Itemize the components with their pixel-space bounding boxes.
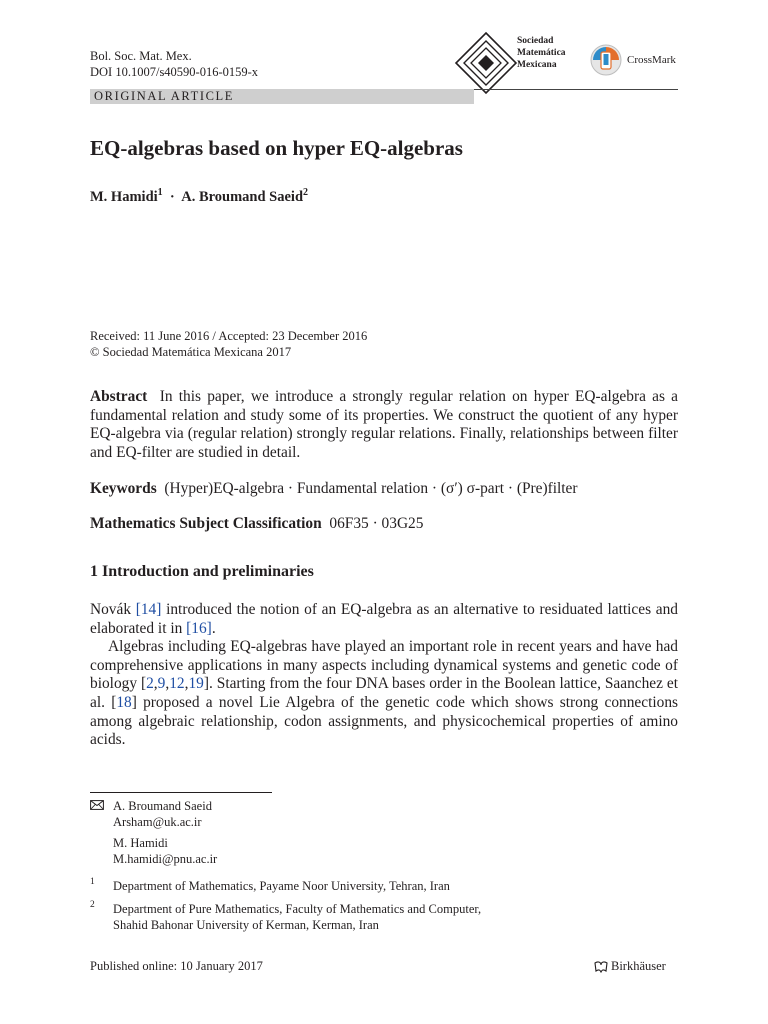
intro-body — [90, 601, 678, 750]
keywords-text: (Hyper)EQ-algebra · Fundamental relation · (σ′) σ-part · (Pre)filter — [164, 480, 578, 497]
affiliation-text: Shahid Bahonar University of Kerman, Kerman, Iran — [113, 917, 379, 932]
citation-link[interactable]: [14] — [135, 601, 162, 618]
citation-link[interactable]: 12 — [169, 675, 185, 693]
citation-link[interactable]: 19 — [188, 675, 204, 693]
author-affiliation-marker: 1 — [157, 187, 163, 198]
abstract-text: In this paper, we introduce a strongly regular relation on hyper EQ-algebra as a fundamental relation and study some of its properties. We construct the quotient of any hyper EQ-algebra via (regular relation) strongly regular relations. Finally, relationships between filter and EQ-filter are studied in detail. — [90, 388, 678, 461]
author-affiliation-marker: 2 — [303, 187, 309, 198]
section-heading: 1 Introduction and preliminaries — [90, 563, 314, 580]
affiliation-number: 1 — [90, 877, 95, 887]
society-name: Sociedad Matemática Mexicana — [517, 36, 566, 70]
citation-link[interactable]: 18 — [116, 693, 132, 711]
contact-name: A. Broumand Saeid — [113, 799, 212, 813]
keywords-label: Keywords — [90, 480, 157, 497]
abstract-label: Abstract — [90, 388, 148, 405]
published-online: Published online: 10 January 2017 — [90, 959, 263, 973]
author-list — [90, 187, 308, 206]
paper-title: EQ-algebras based on hyper EQ-algebras — [90, 136, 463, 160]
msc-label: Mathematics Subject Classification — [90, 515, 322, 532]
publisher-name: Birkhäuser — [611, 959, 666, 973]
citation-link[interactable]: 9 — [157, 675, 166, 693]
copyright: © Sociedad Matemática Mexicana 2017 — [90, 344, 292, 359]
keywords — [90, 480, 678, 499]
journal-name: Bol. Soc. Mat. Mex. — [90, 49, 192, 63]
author-name: M. Hamidi — [90, 188, 158, 205]
received-accepted: Received: 11 June 2016 / Accepted: 23 December 2016 — [90, 329, 368, 343]
sociedad-matematica-mexicana-logo — [454, 31, 518, 95]
contact-name: M. Hamidi — [113, 836, 168, 850]
article-type-banner: ORIGINAL ARTICLE — [90, 89, 474, 104]
affiliation — [90, 879, 450, 895]
journal-header — [90, 49, 258, 80]
contact-email[interactable]: M.hamidi@pnu.ac.ir — [113, 851, 218, 866]
crossmark-label: CrossMark — [627, 54, 676, 66]
crossmark-badge[interactable] — [590, 44, 676, 76]
journal-doi[interactable]: DOI 10.1007/s40590-016-0159-x — [90, 64, 259, 79]
abstract — [90, 388, 678, 462]
affiliation — [90, 902, 481, 933]
contact-email[interactable]: Arsham@uk.ac.ir — [113, 814, 202, 829]
paragraph: Algebras including EQ-algebras have played an important role in recent years and have had comprehensive applications in many aspects including dynamical systems and genetic code of biology [2,9,12,19]. Starting from the four DNA bases order in the Boolean lattice, Saanchez et al. [18] proposed a novel Lie Algebra of the genetic code which shows strong connections among algebraic relationship, codon assignments, and physicochemical properties of amino acids. — [90, 638, 679, 749]
citation-link[interactable]: [16] — [186, 619, 212, 637]
corresponding-contact — [90, 799, 217, 867]
author-separator: · — [169, 188, 175, 205]
crossmark-icon — [590, 44, 622, 76]
publication-dates — [90, 329, 367, 360]
affiliation-number: 2 — [90, 900, 95, 910]
citation-link[interactable]: 2 — [146, 675, 154, 693]
publisher-logo — [594, 959, 666, 974]
envelope-icon — [90, 799, 113, 867]
birkhauser-logo-icon — [594, 961, 608, 973]
msc-classification — [90, 515, 678, 534]
affiliation-text: Department of Mathematics, Payame Noor University, Tehran, Iran — [113, 879, 450, 893]
footnote-rule — [90, 792, 272, 793]
affiliation-text: Department of Pure Mathematics, Faculty of Mathematics and Computer, — [113, 902, 482, 916]
msc-text: 06F35 · 03G25 — [329, 515, 424, 532]
paragraph: Novák [14] introduced the notion of an EQ-algebra as an alternative to residuated lattices and elaborated it in [16]. — [90, 601, 678, 637]
author-name: A. Broumand Saeid — [181, 188, 304, 205]
